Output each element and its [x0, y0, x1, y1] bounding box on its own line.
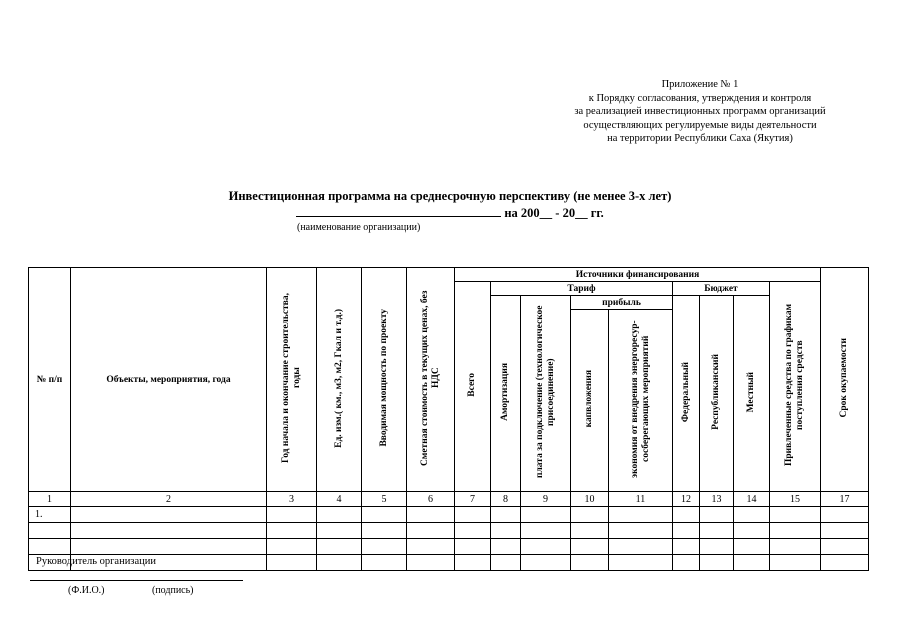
column-number-row: [29, 492, 869, 507]
table-cell[interactable]: [491, 539, 521, 555]
header-capinv: [571, 310, 609, 492]
header-total-label: Всего: [467, 373, 477, 397]
header-unit-label: Ед. изм.( км., м3, м2, Гкал и т.д.): [333, 308, 344, 448]
table-cell[interactable]: [821, 523, 869, 539]
header-num: № п/п: [29, 268, 71, 492]
header-economy: [609, 310, 673, 492]
header-amort-label: Амортизация: [500, 363, 510, 421]
table-cell[interactable]: [673, 539, 700, 555]
table-cell[interactable]: [521, 539, 571, 555]
header-republic: [700, 296, 734, 492]
column-number: 5: [362, 492, 407, 507]
table-cell[interactable]: [521, 523, 571, 539]
table-cell[interactable]: [71, 523, 267, 539]
header-republic-label: Республиканский: [711, 354, 721, 430]
header-local-label: Местный: [746, 371, 756, 413]
table-cell[interactable]: [267, 539, 317, 555]
table-cell[interactable]: [571, 539, 609, 555]
table-cell[interactable]: [455, 555, 491, 571]
table-cell[interactable]: [700, 507, 734, 523]
table-cell[interactable]: [770, 555, 821, 571]
column-number: 1: [29, 492, 71, 507]
organization-hint: (наименование организации): [297, 222, 421, 233]
table-cell[interactable]: [362, 555, 407, 571]
table-row: [29, 523, 869, 539]
column-number: 2: [71, 492, 267, 507]
table-cell[interactable]: [700, 555, 734, 571]
investment-table: [28, 267, 869, 571]
column-number: 9: [521, 492, 571, 507]
header-profit: прибыль: [571, 296, 673, 310]
header-federal-label: Федеральный: [680, 361, 691, 423]
row-number: [29, 539, 71, 555]
header-sources: Источники финансирования: [455, 268, 821, 282]
table-cell[interactable]: [734, 539, 770, 555]
header-capinv-label: капвложения: [584, 370, 594, 428]
table-cell[interactable]: [407, 555, 455, 571]
table-cell[interactable]: [571, 523, 609, 539]
table-cell[interactable]: [700, 539, 734, 555]
document-title: Инвестиционная программа на среднесрочную перспективу (не менее 3-х лет): [228, 189, 672, 203]
table-cell[interactable]: [821, 539, 869, 555]
appendix-line: на территории Республики Саха (Якутия): [607, 133, 793, 144]
header-years: [267, 268, 317, 492]
table-cell[interactable]: [407, 539, 455, 555]
header-capacity-label: Вводимая мощность по проекту: [378, 309, 389, 447]
table-cell[interactable]: [491, 523, 521, 539]
header-payback: [821, 268, 869, 492]
row-number: 1.: [29, 507, 71, 523]
table-cell[interactable]: [770, 507, 821, 523]
appendix-line: осуществляющих регулируемые виды деятельности: [583, 119, 817, 131]
header-capacity: [362, 268, 407, 492]
header-attracted-label: Привлеченные средства по графикам поступления средств: [784, 303, 806, 467]
table-cell[interactable]: [317, 539, 362, 555]
column-number: 11: [609, 492, 673, 507]
table-cell[interactable]: [71, 539, 267, 555]
column-number: 15: [770, 492, 821, 507]
header-amort: [491, 296, 521, 492]
header-unit: [317, 268, 362, 492]
period-text: на 200__ - 20__ гг.: [504, 206, 604, 220]
document-subtitle: [150, 206, 750, 221]
header-attracted: [770, 282, 821, 492]
table-row: [29, 507, 869, 523]
table-cell[interactable]: [571, 555, 609, 571]
row-number: [29, 523, 71, 539]
table-cell[interactable]: [362, 539, 407, 555]
table-cell[interactable]: [407, 523, 455, 539]
table-cell[interactable]: [362, 523, 407, 539]
header-payback-label: Срок окупаемости: [839, 338, 850, 418]
column-number: 3: [267, 492, 317, 507]
header-economy-label: экономия от внедрения энергоресур-сосберегающих мероприятий: [629, 320, 651, 478]
table-cell[interactable]: [267, 523, 317, 539]
table-cell[interactable]: [317, 507, 362, 523]
table-cell[interactable]: [362, 507, 407, 523]
table-cell[interactable]: [700, 523, 734, 539]
header-cost: [407, 268, 455, 492]
column-number: 13: [700, 492, 734, 507]
header-cost-label: Сметная стоимость в текущих ценах, без НДС: [419, 290, 441, 466]
table-row: [29, 539, 869, 555]
table-cell[interactable]: [673, 523, 700, 539]
table-cell[interactable]: [821, 507, 869, 523]
column-number: 4: [317, 492, 362, 507]
table-cell[interactable]: [609, 539, 673, 555]
organization-blank-line: [296, 206, 501, 217]
header-local: [734, 296, 770, 492]
table-cell[interactable]: [609, 507, 673, 523]
column-number: 7: [455, 492, 491, 507]
table-cell[interactable]: [407, 507, 455, 523]
table-cell[interactable]: [491, 555, 521, 571]
table-cell[interactable]: [267, 555, 317, 571]
table-cell[interactable]: [267, 507, 317, 523]
table-cell[interactable]: [317, 523, 362, 539]
column-number: 17: [821, 492, 869, 507]
table-cell[interactable]: [734, 507, 770, 523]
header-objects: Объекты, мероприятия, года: [71, 268, 267, 492]
table-cell[interactable]: [491, 507, 521, 523]
signature-sign-label: (подпись): [152, 585, 194, 596]
header-budget: Бюджет: [673, 282, 770, 296]
table-cell[interactable]: [521, 555, 571, 571]
column-number: 12: [673, 492, 700, 507]
table-cell[interactable]: [455, 523, 491, 539]
table-cell[interactable]: [609, 555, 673, 571]
header-years-label: Год начала и окончание строительства, годы: [280, 292, 302, 464]
signature-fio-label: (Ф.И.О.): [68, 585, 105, 596]
header-total: [455, 282, 491, 492]
table-cell[interactable]: [609, 523, 673, 539]
table-cell[interactable]: [455, 539, 491, 555]
column-number: 10: [571, 492, 609, 507]
header-connection-label: плата за подключение (технологическое присоединение): [534, 305, 556, 479]
appendix-block: [530, 78, 870, 146]
table-cell[interactable]: [770, 523, 821, 539]
appendix-line: к Порядку согласования, утверждения и контроля: [588, 92, 812, 104]
table-cell[interactable]: [673, 507, 700, 523]
header-tariff: Тариф: [491, 282, 673, 296]
header-connection: [521, 296, 571, 492]
signature-head-label: Руководитель организации: [36, 556, 156, 567]
column-number: 14: [734, 492, 770, 507]
appendix-line: Приложение № 1: [661, 79, 739, 90]
table-cell[interactable]: [455, 507, 491, 523]
table-cell[interactable]: [734, 555, 770, 571]
column-number: 6: [407, 492, 455, 507]
table-cell[interactable]: [521, 507, 571, 523]
header-federal: [673, 296, 700, 492]
table-cell[interactable]: [770, 539, 821, 555]
table-cell[interactable]: [571, 507, 609, 523]
table-cell[interactable]: [673, 555, 700, 571]
column-number: 8: [491, 492, 521, 507]
table-cell[interactable]: [317, 555, 362, 571]
appendix-line: за реализацией инвестиционных программ организаций: [574, 106, 826, 117]
signature-line: [30, 580, 243, 581]
table-cell[interactable]: [71, 507, 267, 523]
table-cell[interactable]: [734, 523, 770, 539]
table-cell[interactable]: [821, 555, 869, 571]
